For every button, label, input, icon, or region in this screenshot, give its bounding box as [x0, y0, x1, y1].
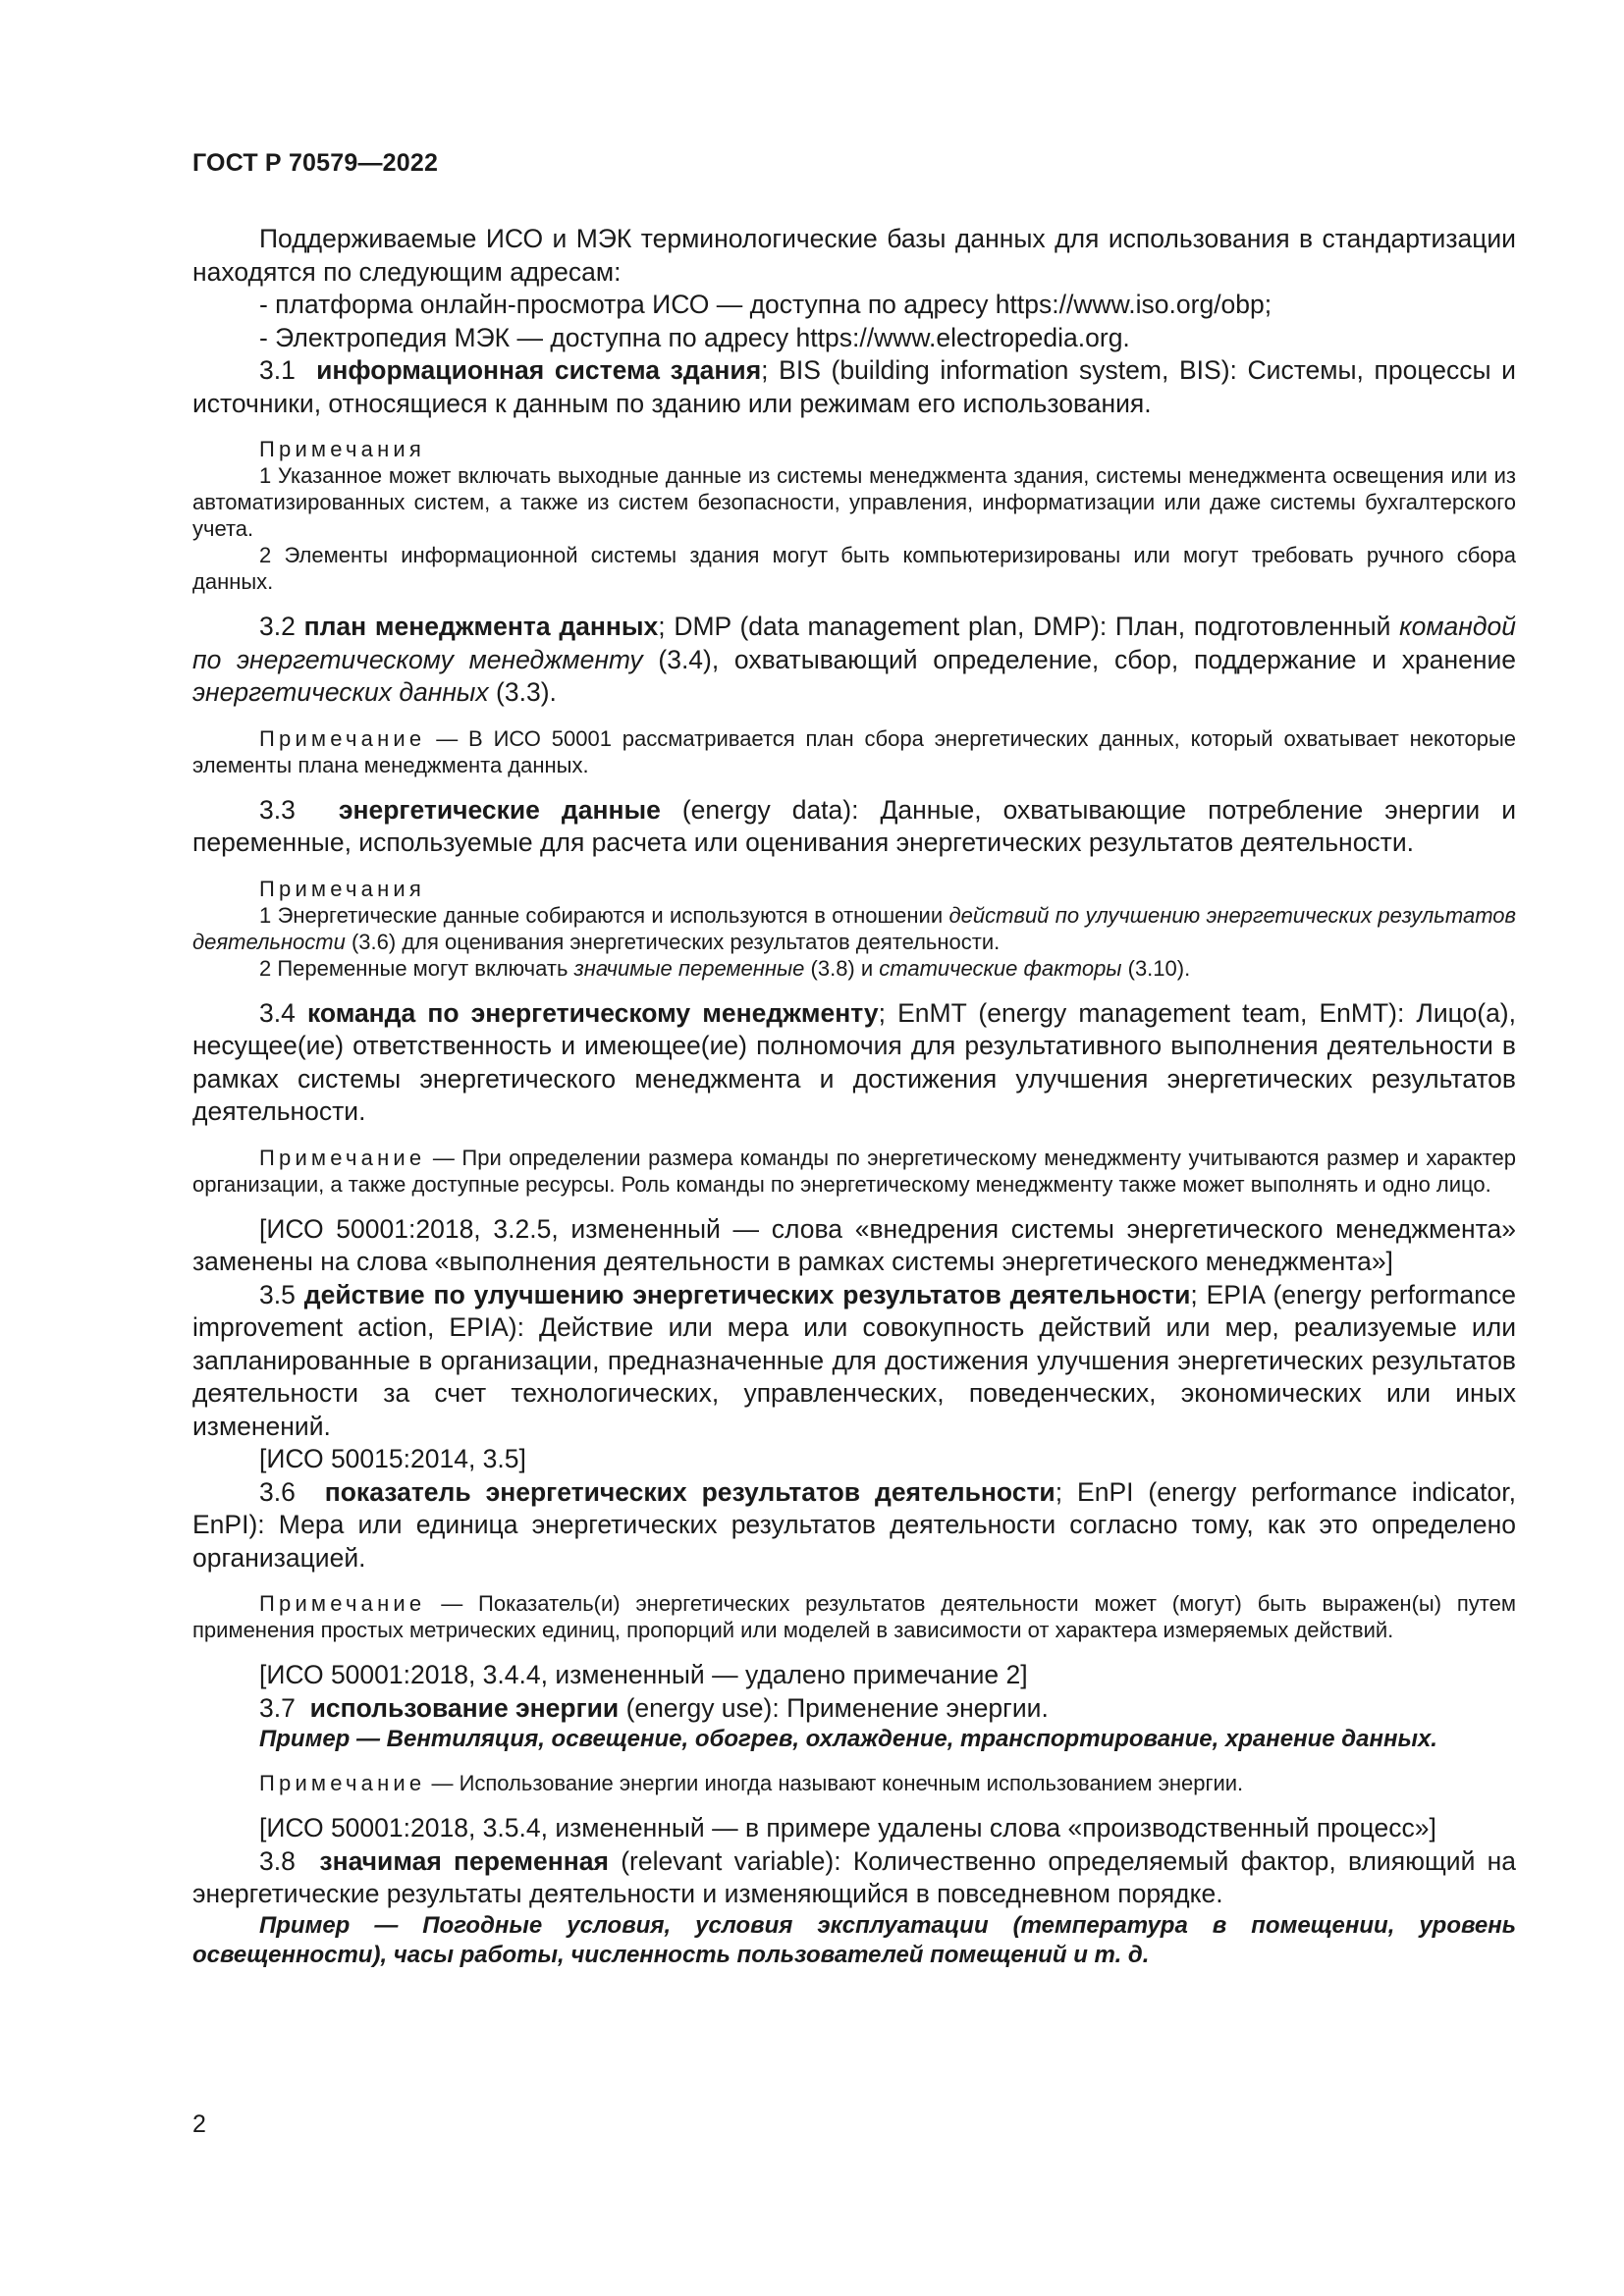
term-entry-3-7: [192, 1692, 1516, 1726]
note-item: 1 Энергетические данные собираются и используются в отношении действий по улучшению энергетических результатов деятельности (3.6) для оценивания энергетических результатов деятельности.: [192, 902, 1516, 954]
note-item: Примечание — Использование энергии иногда называют конечным использованием энергии.: [259, 1771, 1244, 1795]
term-number: 3.2: [259, 612, 296, 641]
term-definition: ; EPIA (energy performance improvement action, EPIA): Действие или мера или совокупность действий или мер, реализуемые или запланированные в организации, предназначенные для достижения улучшения энергетических результатов деятельности за счет технологических, управленческих, поведенческих, экономических или иных изменений.: [192, 1279, 1516, 1441]
term-number: 3.4: [259, 997, 296, 1028]
term-number: 3.7: [259, 1692, 296, 1723]
notes-heading: Примечания: [259, 876, 426, 901]
term-title: команда по энергетическому менеджменту: [306, 997, 879, 1028]
term-entry-3-1: [192, 354, 1516, 420]
term-title: план менеджмента данных: [303, 612, 659, 641]
term-number: 3.5: [259, 1279, 296, 1309]
page-number: 2: [192, 2110, 206, 2138]
note-label: Примечание: [259, 725, 426, 751]
term-definition: ; BIS (building information system, BIS): Системы, процессы и источники, относящиеся к данным по зданию или режимам его использования.: [192, 355, 1516, 418]
cross-reference: значимые переменные: [573, 955, 805, 981]
source-reference: [ИСО 50015:2014, 3.5]: [259, 1444, 526, 1473]
source-reference: [ИСО 50001:2018, 3.5.4, измененный — в примере удалены слова «производственный процесс»]: [259, 1813, 1436, 1842]
cross-reference: статические факторы: [879, 955, 1122, 981]
note-item: Примечание — При определении размера команды по энергетическому менеджменту учитываются размер и характер организации, а также доступные ресурсы. Роль команды по энергетическому менеджменту также может выполнять и одно лицо.: [192, 1145, 1516, 1197]
document-header: ГОСТ Р 70579—2022: [192, 149, 439, 177]
cross-reference: действий по улучшению энергетических результатов деятельности: [192, 902, 1516, 954]
term-definition: ; EnMT (energy management team, EnMT): Лицо(а), несущее(ие) ответственность и имеющее(ие) полномочия для результативного выполнения деятельности в рамках системы энергетического менеджмента и достижения улучшения энергетических результатов деятельности.: [192, 997, 1516, 1126]
term-title: действие по улучшению энергетических результатов деятельности: [303, 1279, 1191, 1309]
cross-reference: командой по энергетическому менеджменту: [192, 612, 1516, 674]
term-entry-3-3: [192, 794, 1516, 860]
intro-list-item: - Электропедия МЭК — доступна по адресу https://www.electropedia.org.: [259, 322, 1130, 352]
term-title: энергетические данные: [338, 794, 661, 825]
notes-heading: Примечания: [259, 437, 426, 461]
term-definition: (relevant variable): Количественно определяемый фактор, влияющий на энергетические результаты деятельности и изменяющийся в повседневном порядке.: [192, 1845, 1517, 1908]
example-text: Пример — Погодные условия, условия эксплуатации (температура в помещении, уровень освещенности), часы работы, численность пользователей помещений и т. д.: [192, 1911, 1516, 1968]
term-title: показатель энергетических результатов деятельности: [324, 1476, 1056, 1507]
term-definition: (energy use): Применение энергии.: [619, 1692, 1049, 1723]
term-number: 3.6: [259, 1476, 296, 1507]
intro-list-item: - платформа онлайн-просмотра ИСО — доступна по адресу https://www.iso.org/obp;: [259, 290, 1272, 319]
term-title: информационная система здания: [316, 355, 762, 385]
term-number: 3.1: [259, 355, 296, 385]
term-number: 3.8: [259, 1845, 296, 1876]
term-entry-3-6: [192, 1476, 1516, 1575]
note-label: Примечание: [259, 1771, 426, 1795]
term-number: 3.3: [259, 794, 296, 825]
note-item: Примечание — Показатель(и) энергетических результатов деятельности может (могут) быть выражен(ы) путем применения простых метрических единиц, пропорций или моделей в зависимости от характера измеряемых действий.: [192, 1591, 1516, 1642]
note-item: 1 Указанное может включать выходные данные из системы менеджмента здания, системы менеджмента освещения или из автоматизированных систем, а также из систем безопасности, управления, информатизации или даже системы бухгалтерского учета.: [192, 463, 1516, 541]
source-reference: [ИСО 50001:2018, 3.2.5, измененный — слова «внедрения системы энергетического менеджмента» заменены на слова «выполнения деятельности в рамках системы энергетического менеджмента»]: [192, 1213, 1516, 1276]
term-entry-3-8: [192, 1845, 1516, 1911]
note-label: Примечание: [259, 1591, 426, 1616]
document-body: [192, 223, 1516, 1970]
term-title: использование энергии: [309, 1692, 620, 1723]
note-label: Примечание: [259, 1145, 426, 1170]
term-definition: ; EnPI (energy performance indicator, EnPI): Мера или единица энергетических результатов деятельности согласно тому, как это определено организацией.: [192, 1476, 1516, 1573]
term-entry-3-4: [192, 997, 1516, 1129]
note-item: 2 Элементы информационной системы здания могут быть компьютеризированы или могут требовать ручного сбора данных.: [192, 543, 1516, 594]
term-entry-3-2: 3.2 план менеджмента данных; DMP (data management plan, DMP): План, подготовленный командой по энергетическому менеджменту (3.4), охватывающий определение, сбор, поддержание и хранение энергетических данных (3.3).: [192, 612, 1516, 707]
term-entry-3-5: [192, 1279, 1516, 1444]
term-title: значимая переменная: [319, 1845, 609, 1876]
intro-paragraph: Поддерживаемые ИСО и МЭК терминологические базы данных для использования в стандартизации находятся по следующим адресам:: [192, 224, 1516, 287]
cross-reference: энергетических данных: [192, 677, 489, 707]
note-item: Примечание — В ИСО 50001 рассматривается план сбора энергетических данных, который охватывает некоторые элементы плана менеджмента данных.: [192, 725, 1516, 777]
source-reference: [ИСО 50001:2018, 3.4.4, измененный — удалено примечание 2]: [259, 1660, 1028, 1689]
note-item: 2 Переменные могут включать значимые переменные (3.8) и статические факторы (3.10).: [259, 955, 1191, 981]
example-text: Пример — Вентиляция, освещение, обогрев, охлаждение, транспортирование, хранение данных.: [259, 1726, 1437, 1752]
term-definition: (energy data): Данные, охватывающие потребление энергии и переменные, используемые для расчета или оценивания энергетических результатов деятельности.: [192, 794, 1516, 857]
